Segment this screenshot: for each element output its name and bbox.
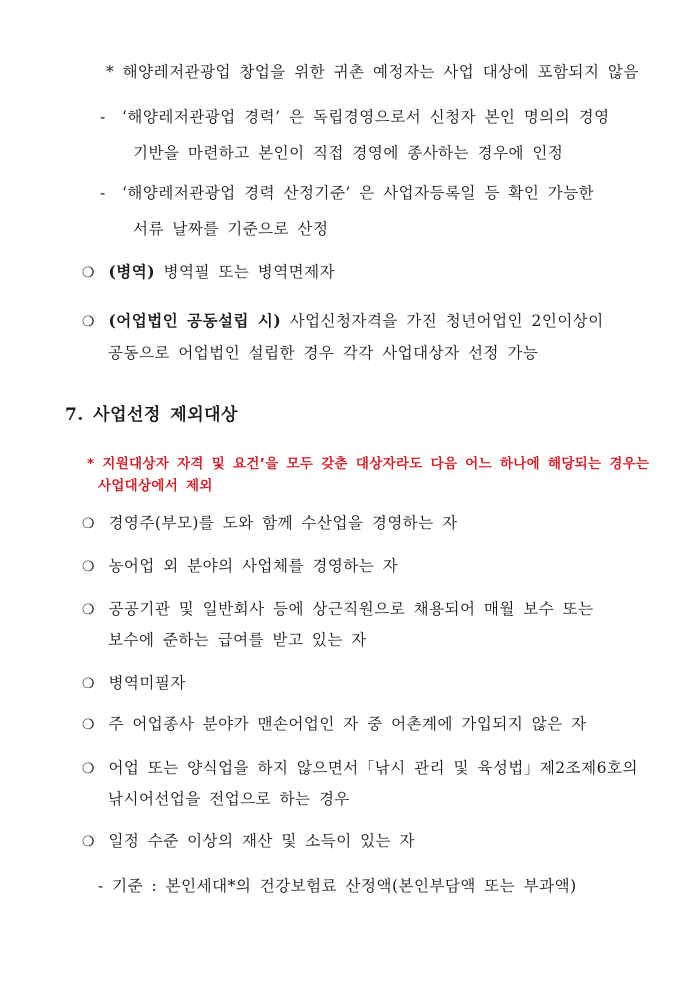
exclusion-notice-cont: 사업대상에서 제외 [98, 478, 213, 494]
section-heading: 7. 사업선정 제외대상 [65, 405, 238, 425]
circle-bullet-icon: ❍ [82, 265, 96, 281]
qualification-text: 사업신청자격을 가진 청년어업인 2인이상이 [289, 312, 604, 330]
exclusion-item [82, 513, 458, 534]
exclusion-item-text: 병역미필자 [108, 674, 186, 692]
qualification-label: (어업법인 공동설립 시) [108, 311, 282, 330]
dash-item-career-definition [100, 107, 610, 127]
exclusion-item-cont: 보수에 준하는 급여를 받고 있는 자 [108, 631, 367, 649]
qualification-corporation-cont: 공동으로 어업법인 설립한 경우 각각 사업대상자 선정 가능 [108, 344, 539, 362]
exclusion-notice: * 지원대상자 자격 및 요건’을 모두 갖춘 대상자라도 다음 어느 하나에 해당되는 경우는 [87, 456, 650, 472]
exclusion-item [82, 599, 594, 620]
exclusion-item-text: 일정 수준 이상의 재산 및 소득이 있는 자 [108, 832, 415, 850]
exclusion-item [82, 673, 186, 694]
dash-item-career-definition-cont: 기반을 마련하고 본인이 직접 경영에 종사하는 경우에 인정 [133, 144, 564, 162]
note-returning-rural-excluded: * 해양레저관광업 창업을 위한 귀촌 예정자는 사업 대상에 포함되지 않음 [106, 63, 639, 81]
exclusion-item-text: 경영주(부모)를 도와 함께 수산업을 경영하는 자 [108, 514, 458, 532]
exclusion-item-text: 주 어업종사 분야가 맨손어업인 자 중 어촌계에 가입되지 않은 자 [108, 715, 587, 733]
exclusion-item-text: 공공기관 및 일반회사 등에 상근직원으로 채용되어 매월 보수 또는 [108, 600, 594, 618]
exclusion-item-text: 농어업 외 분야의 사업체를 경영하는 자 [108, 557, 399, 575]
income-criteria: - 기준 : 본인세대*의 건강보험료 산정액(본인부담액 또는 부과액) [98, 877, 577, 895]
circle-bullet-icon: ❍ [82, 761, 96, 777]
circle-bullet-icon: ❍ [82, 314, 96, 330]
qualification-military [82, 262, 335, 283]
dash-marker: - [100, 184, 106, 202]
exclusion-item [82, 714, 587, 735]
circle-bullet-icon: ❍ [82, 834, 96, 850]
qualification-corporation [82, 311, 604, 332]
exclusion-item [82, 758, 638, 779]
dash-item-career-criteria [100, 183, 594, 203]
dash-item-career-criteria-cont: 서류 날짜를 기준으로 산정 [133, 220, 329, 238]
exclusion-item [82, 556, 398, 577]
circle-bullet-icon: ❍ [82, 602, 96, 618]
circle-bullet-icon: ❍ [82, 717, 96, 733]
circle-bullet-icon: ❍ [82, 516, 96, 532]
qualification-label: (병역) [108, 262, 156, 281]
dash-item-text: ‘해양레저관광업 경력’ 은 독립경영으로서 신청자 본인 명의의 경영 [122, 108, 610, 126]
dash-item-text: ‘해양레저관광업 경력 산정기준’ 은 사업자등록일 등 확인 가능한 [122, 184, 595, 202]
exclusion-item-text: 어업 또는 양식업을 하지 않으면서「낚시 관리 및 육성법」제2조제6호의 [108, 759, 638, 777]
dash-marker: - [100, 108, 106, 126]
qualification-text: 병역필 또는 병역면제자 [163, 263, 336, 281]
exclusion-item [82, 831, 415, 852]
circle-bullet-icon: ❍ [82, 676, 96, 692]
exclusion-item-cont: 낚시어선업을 전업으로 하는 경우 [108, 790, 350, 808]
circle-bullet-icon: ❍ [82, 559, 96, 575]
